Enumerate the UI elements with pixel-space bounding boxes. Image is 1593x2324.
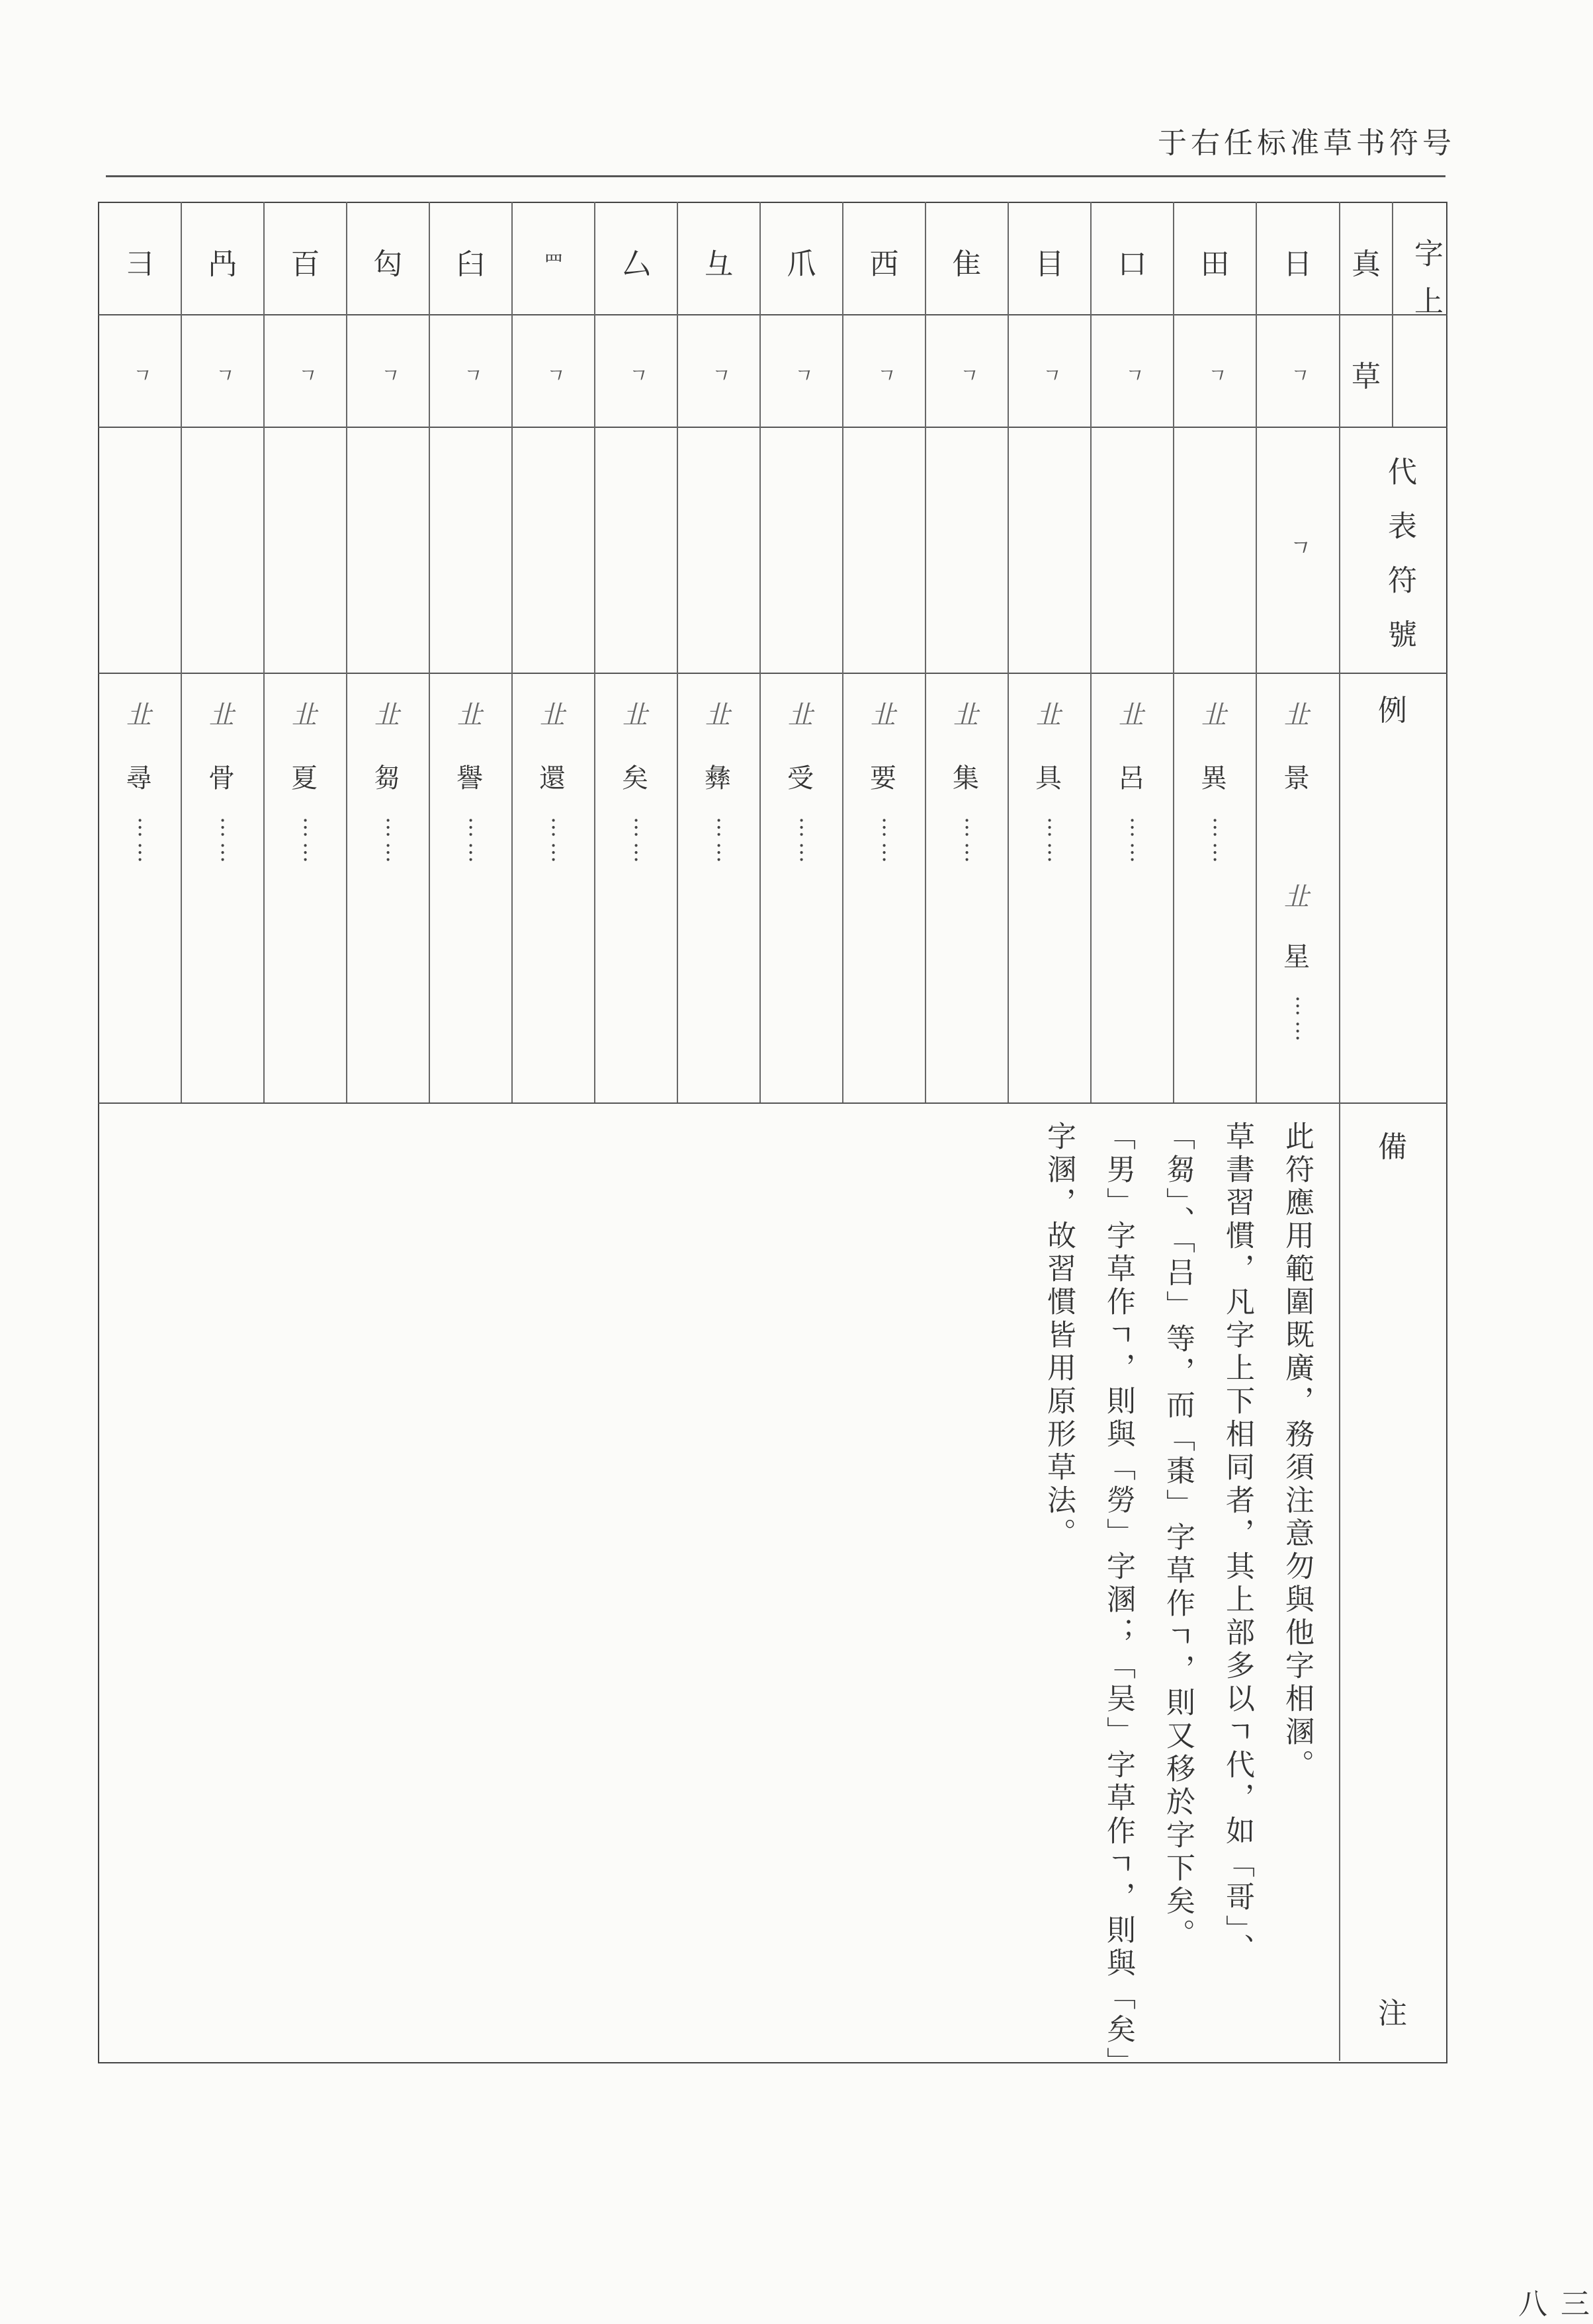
col-divider: [181, 202, 182, 1102]
label-cao: 草: [1352, 360, 1381, 394]
zhen-cell: 隹: [952, 247, 982, 281]
cursive-glyph: 㐀: [291, 700, 317, 729]
example-char: 還: [539, 763, 566, 794]
cursive-glyph: 㐀: [374, 700, 400, 729]
cao-cell: ㄱ: [130, 364, 150, 388]
zhen-cell: 爪: [787, 247, 816, 281]
leader-dots: ……: [878, 817, 903, 867]
zhen-cell: 厶: [621, 247, 651, 281]
cursive-glyph: 㐀: [953, 700, 978, 729]
label-symbol: 代表符號: [1383, 456, 1416, 673]
label-examples: 例: [1378, 694, 1407, 727]
note-line: 字溷，故習慣皆用原形草法。: [1042, 1121, 1076, 1551]
cao-cell: ㄱ: [957, 364, 976, 388]
cao-cell: ㄱ: [213, 364, 232, 388]
col-divider: [263, 202, 265, 1102]
leader-dots: ……: [712, 817, 738, 867]
leader-dots: ……: [547, 817, 572, 867]
cursive-glyph: 㐀: [1035, 700, 1061, 729]
cursive-glyph: 㐀: [787, 700, 813, 729]
zhen-cell: 彐: [125, 247, 155, 281]
zhen-cell: 目: [1035, 247, 1064, 281]
example-char: 異: [1201, 763, 1227, 794]
cao-cell: ㄱ: [378, 364, 398, 388]
leader-dots: ……: [1291, 995, 1316, 1046]
col-divider: [759, 202, 761, 1102]
cursive-glyph: 㐀: [208, 700, 234, 729]
cursive-glyph: 㐀: [1201, 700, 1227, 729]
label-top: 字上: [1409, 238, 1443, 333]
zhen-cell: 匃: [373, 247, 403, 281]
note-line: 草書習慣，凡字上下相同者，其上部多以ㄱ代，如「哥」、: [1221, 1121, 1254, 1966]
cao-cell: ㄱ: [792, 364, 811, 388]
col-divider: [594, 202, 595, 1102]
zhen-cell: 西: [869, 247, 899, 281]
header-rule: [106, 175, 1445, 177]
example-char: 彝: [705, 763, 731, 794]
note-line: 「芻」、「吕」等，而「棗」字草作ㄱ，則又移於字下矣。: [1161, 1121, 1195, 1952]
leader-dots: ……: [1043, 817, 1068, 867]
example-char: 集: [953, 763, 979, 794]
example-char: 夏: [291, 763, 318, 794]
cursive-glyph: 㐀: [1283, 700, 1309, 729]
label-zhen: 真: [1352, 247, 1381, 281]
example-char: 具: [1035, 763, 1062, 794]
example-char: 受: [787, 763, 814, 794]
zhen-cell: 彑: [704, 247, 734, 281]
col-divider: [511, 202, 513, 1102]
example-char: 景: [1283, 763, 1310, 794]
row-divider: [98, 314, 1447, 315]
label-notes-bottom: 注: [1378, 1997, 1407, 2030]
zhen-cell: 臼: [456, 247, 486, 281]
example-char: 尋: [126, 763, 152, 794]
leader-dots: ……: [134, 817, 159, 867]
example-char: 矣: [622, 763, 648, 794]
symbol-table: [98, 202, 1447, 2080]
book-title: 于右任标准草书符号: [1158, 126, 1455, 160]
cursive-glyph: 㐀: [126, 700, 151, 729]
label-split-divider: [1392, 202, 1393, 427]
col-divider: [1090, 202, 1092, 1102]
col-divider: [1008, 202, 1009, 1102]
leader-dots: ……: [630, 817, 655, 867]
example-char: 芻: [374, 763, 400, 794]
col-divider: [346, 202, 347, 1102]
cao-cell: ㄱ: [1123, 364, 1142, 388]
cao-cell: ㄱ: [709, 364, 728, 388]
cursive-glyph: 㐀: [870, 700, 896, 729]
example-char: 呂: [1118, 763, 1144, 794]
cao-cell: ㄱ: [626, 364, 646, 388]
cao-cell: ㄱ: [296, 364, 315, 388]
cao-cell: ㄱ: [1288, 364, 1307, 388]
leader-dots: ……: [216, 817, 241, 867]
example-char: 要: [870, 763, 896, 794]
zhen-cell: 百: [290, 247, 320, 281]
cao-cell: ㄱ: [1040, 364, 1059, 388]
cursive-glyph: 㐀: [539, 700, 565, 729]
row-divider: [98, 673, 1447, 674]
cursive-glyph: 㐀: [1283, 882, 1309, 911]
zhen-cell: 田: [1200, 247, 1230, 281]
cursive-glyph: 㐀: [1118, 700, 1144, 729]
example-char: 譽: [456, 763, 483, 794]
row-divider: [98, 427, 1447, 428]
leader-dots: ……: [299, 817, 324, 867]
col-divider: [842, 202, 843, 1102]
cao-cell: ㄱ: [461, 364, 480, 388]
cao-cell: ㄱ: [544, 364, 563, 388]
example-char: 星: [1283, 942, 1310, 972]
cao-cell: ㄱ: [1205, 364, 1225, 388]
leader-dots: ……: [795, 817, 820, 867]
cao-cell: ㄱ: [875, 364, 894, 388]
zhen-cell: 日: [1283, 247, 1313, 281]
row-divider: [98, 1102, 1447, 1104]
note-line: 「男」字草作ㄱ，則與「勞」字溷；「吴」字草作ㄱ，則與「矣」: [1101, 1121, 1135, 2080]
label-notes-top: 備: [1378, 1130, 1407, 1164]
representative-symbol: ㄱ: [1287, 534, 1309, 561]
leader-dots: ……: [961, 817, 986, 867]
zhen-cell: 冎: [208, 247, 237, 281]
leader-dots: ……: [382, 817, 407, 867]
zhen-cell: 口: [1117, 247, 1147, 281]
col-divider: [1173, 202, 1174, 1102]
cursive-glyph: 㐀: [456, 700, 482, 729]
col-divider: [677, 202, 678, 1102]
zhen-cell: 罒: [543, 252, 564, 275]
leader-dots: ……: [1126, 817, 1151, 867]
cursive-glyph: 㐀: [622, 700, 648, 729]
col-divider: [429, 202, 430, 1102]
example-char: 骨: [208, 763, 235, 794]
cursive-glyph: 㐀: [705, 700, 730, 729]
leader-dots: ……: [464, 817, 490, 867]
page-number: 三八: [1513, 2288, 1589, 2324]
col-divider: [925, 202, 926, 1102]
col-divider: [1256, 202, 1257, 1102]
note-line: 此符應用範圍既廣，務須注意勿與他字相溷。: [1280, 1121, 1314, 1782]
leader-dots: ……: [1209, 817, 1234, 867]
